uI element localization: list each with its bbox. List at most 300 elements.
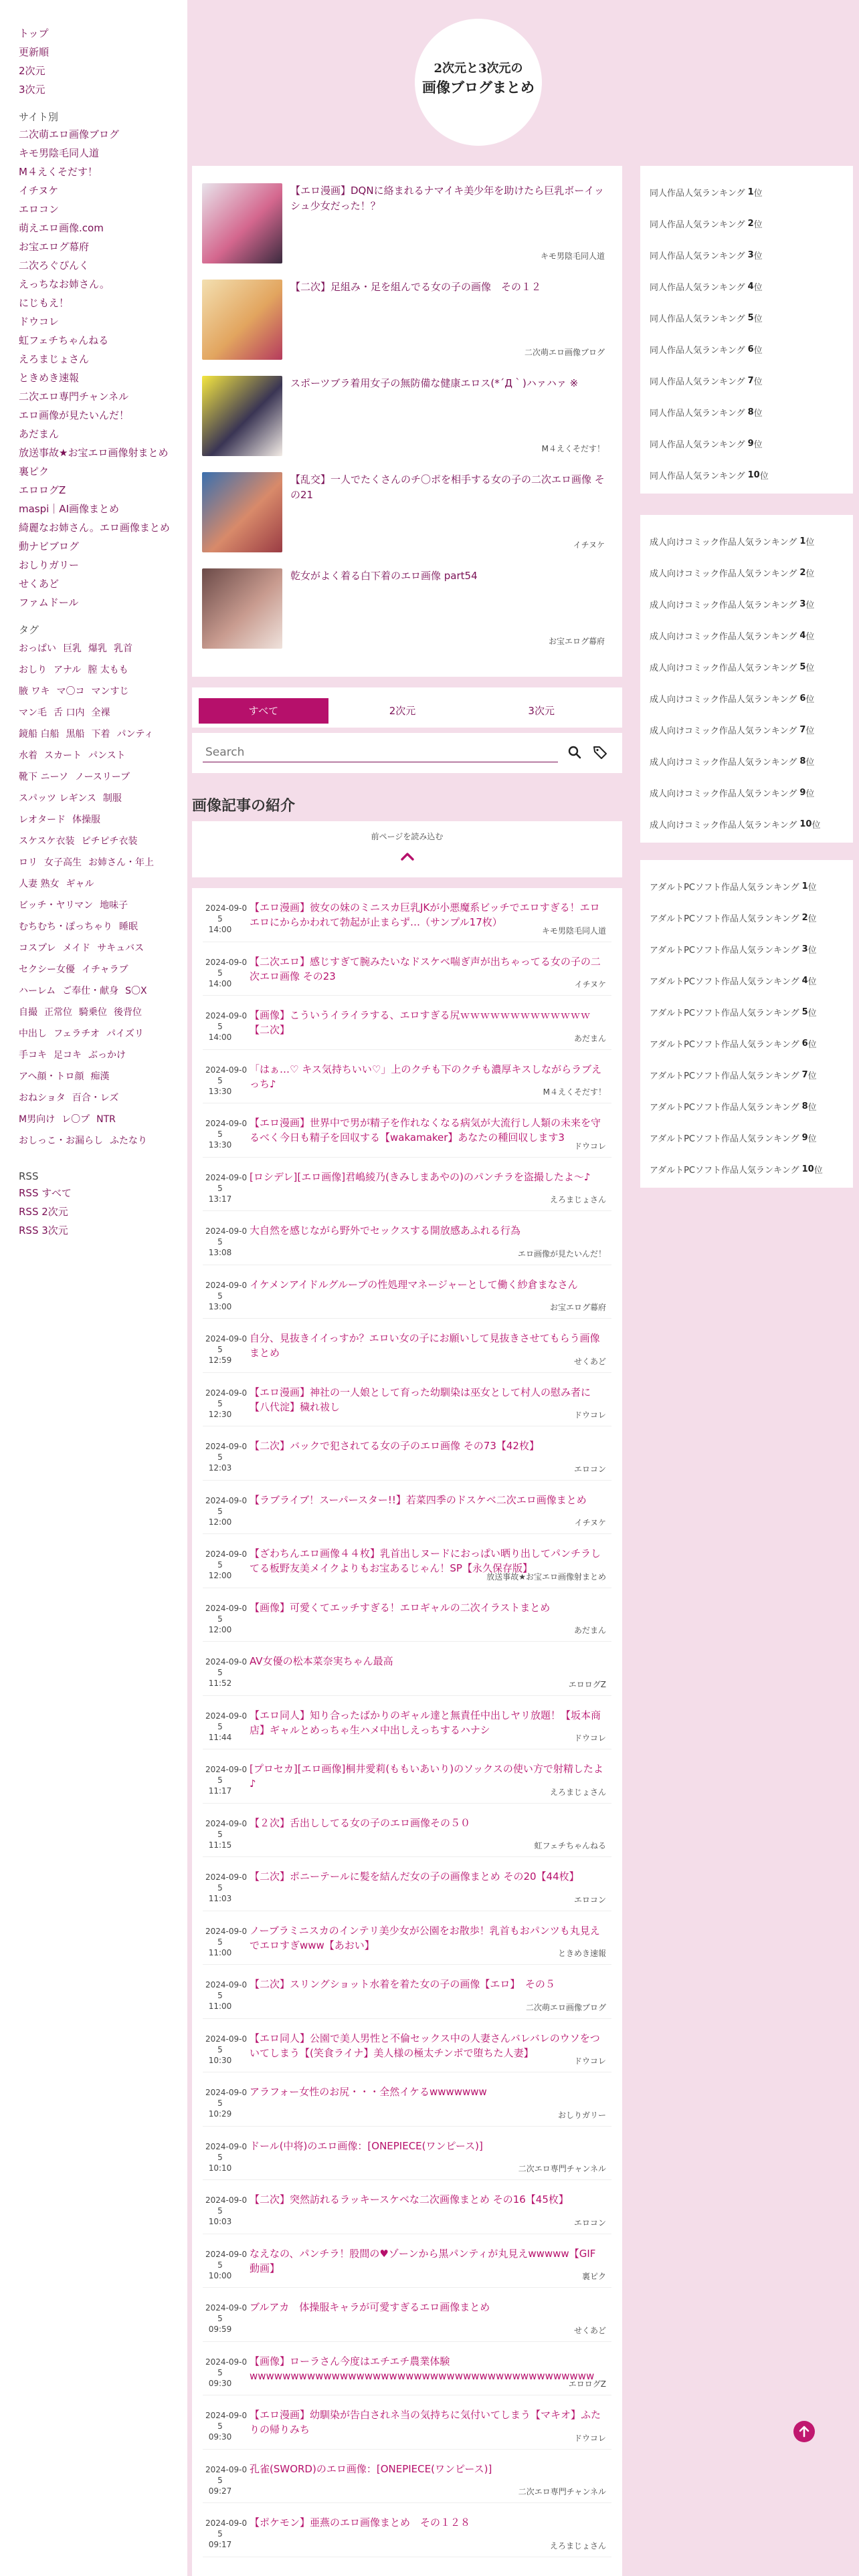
ranking-suffix: 位 [753, 346, 763, 356]
tag-link[interactable]: イチャラブ [82, 964, 128, 975]
ranking-item[interactable] [650, 1059, 844, 1091]
sidebar-site-link[interactable]: イチヌケ [19, 185, 59, 197]
ranking-item[interactable] [650, 557, 844, 588]
sidebar-link[interactable]: トップ [19, 27, 49, 39]
entry-date-day: 5 [217, 1506, 223, 1516]
featured-thumbnail[interactable] [202, 183, 282, 263]
ranking-item[interactable] [650, 965, 844, 996]
entry-title[interactable]: [プロセカ][エロ画像]桐井愛莉(ももいあいり)のソックスの使い方で射精したよ♪ [250, 1763, 603, 1790]
tag-link[interactable]: 足コキ [54, 1050, 82, 1061]
ranking-suffix: 位 [753, 189, 763, 199]
sidebar-link[interactable]: 3次元 [19, 84, 45, 96]
list-item[interactable] [203, 1050, 611, 1104]
sidebar-site-link[interactable]: 放送事故★お宝エロ画像射まとめ [19, 447, 169, 459]
sidebar-site-link[interactable]: にじもえ！ [19, 297, 70, 309]
entry-title[interactable]: 【２次】舌出ししてる女の子のエロ画像その５０ [250, 1816, 471, 1829]
entry-title[interactable]: 【エロ漫画】幼馴染が告白されネ当の気持ちに気付いてしまう【マキオ】ふたりの帰りみち [250, 2409, 601, 2436]
entry-source[interactable]: えろまじょさん [549, 2541, 606, 2551]
tag-link[interactable]: 正常位 [44, 1007, 72, 1018]
ranking-label: 成人向けコミック作品人気ランキング [650, 758, 797, 768]
entry-date-prefix: 2024-09-0 [205, 2141, 248, 2151]
list-item[interactable] [203, 996, 611, 1050]
entry-title[interactable]: 【エロ漫画】世界中で男が精子を作れなくなる病気が大流行し人類の未来を守るべく今日も精子を回収する【wakamaker】あなたの種回収します3 [250, 1117, 601, 1144]
entry-date-day: 5 [217, 2206, 223, 2216]
entry-source[interactable]: おしりガリー [557, 2110, 606, 2120]
entry-source[interactable]: ドウコレ [573, 1410, 606, 1420]
tag-link[interactable]: 騎乗位 [79, 1007, 107, 1018]
entry-title[interactable]: 【エロ同人】公園で美人男性と不倫セックス中の人妻さんバレバレのウソをついてしまう【(笑食ライナ】美人様の極太チンポで堕ちた人妻】 [250, 2032, 600, 2059]
ranking-item[interactable] [650, 302, 844, 334]
ranking-item[interactable] [650, 271, 844, 302]
list-item[interactable] [203, 2019, 611, 2073]
tag-link[interactable]: 手コキ [19, 1050, 47, 1061]
featured-thumbnail[interactable] [202, 280, 282, 360]
ranking-item[interactable] [650, 871, 844, 902]
tag-link[interactable]: ピチピチ衣装 [81, 836, 138, 847]
ranking-label: アダルトPCソフト作品人気ランキング [650, 1103, 799, 1113]
entry-source[interactable]: エロコン [573, 1895, 606, 1905]
tag-link[interactable]: 腋 ワキ [19, 686, 50, 697]
list-item[interactable] [203, 1696, 611, 1750]
tag-link[interactable]: お姉さん・年上 [88, 857, 154, 868]
entry-source[interactable]: 二次エロ専門チャンネル [518, 2164, 606, 2173]
entry-source[interactable]: イチヌケ [574, 1518, 606, 1527]
tag-link[interactable]: 中出し [19, 1029, 47, 1039]
entry-title[interactable]: 【ポケモン】亜燕のエロ画像まとめ その１２８ [250, 2516, 471, 2529]
tag-row [19, 724, 187, 745]
tag-link[interactable]: NTR [96, 1114, 116, 1125]
entry-source[interactable]: ドウコレ [573, 1141, 606, 1151]
featured-thumbnail[interactable] [202, 472, 282, 552]
featured-item[interactable] [202, 568, 609, 665]
tab-all[interactable]: すべて [199, 698, 328, 724]
tag-link[interactable]: おっぱい [19, 643, 56, 654]
tag-link[interactable]: パイズリ [106, 1029, 144, 1039]
entry-source[interactable]: エロ画像が見たいんだ！ [517, 1249, 606, 1259]
sidebar-site-link[interactable]: 動ナビブログ [19, 540, 80, 552]
tag-link[interactable]: レ〇プ [62, 1114, 90, 1125]
entry-date-prefix: 2024-09-0 [205, 1388, 248, 1398]
entry-title[interactable]: 【エロ同人】知り合ったばかりのギャル達と無責任中出しヤリ放題！【坂本商店】ギャルとめっちゃ生ハメ中出しえっちするハナシ [250, 1709, 601, 1736]
tag-link[interactable]: 人妻 熟女 [19, 879, 60, 889]
entry-title[interactable]: [ロシデレ][エロ画像]君嶋綾乃(きみしまあやの)のパンチラを盗撮したよ〜♪ [250, 1170, 591, 1183]
ranking-item[interactable] [650, 526, 844, 557]
list-item[interactable] [203, 1534, 611, 1588]
list-item[interactable] [203, 1911, 611, 1965]
entry-source[interactable]: 裏ピク [581, 2272, 606, 2281]
featured-title[interactable]: 【二次】足組み・足を組んでる女の子の画像 その１２ [290, 281, 542, 293]
entry-source[interactable]: えろまじょさん [549, 1195, 606, 1204]
tag-link[interactable]: レオタード [19, 815, 66, 825]
list-item[interactable] [203, 1965, 611, 2019]
entry-date-prefix: 2024-09-0 [205, 1657, 248, 1667]
tag-link[interactable]: おねショタ [19, 1093, 66, 1103]
sidebar-site-link[interactable]: 二次ろぐぴんく [19, 259, 90, 272]
tag-link[interactable]: ハーレム [19, 986, 56, 996]
list-item[interactable] [203, 942, 611, 996]
ranking-suffix: 位 [805, 726, 815, 736]
tag-link[interactable]: 乳首 [114, 643, 132, 654]
featured-title[interactable]: 【エロ漫画】DQNに絡まれるナマイキ美少年を助けたら巨乳ボーイッシュ少女だった！？ [290, 185, 604, 212]
entry-source[interactable]: エロコン [573, 2218, 606, 2228]
entry-date-day: 5 [217, 1668, 223, 1677]
tag-link[interactable]: アヘ顔・トロ顔 [19, 1071, 84, 1082]
entry-date-prefix: 2024-09-0 [205, 1926, 248, 1936]
entry-source[interactable]: あだまん [573, 1033, 606, 1043]
sidebar-site-link[interactable]: 虹フェチちゃんねる [19, 334, 109, 346]
search-icon[interactable] [566, 744, 583, 761]
tag-link[interactable]: ロリ [19, 857, 37, 868]
tag-link[interactable]: 制服 [102, 793, 122, 804]
ranking-doujin [640, 166, 853, 494]
sidebar-link[interactable]: 2次元 [19, 65, 45, 77]
tag-link[interactable]: 全裸 [91, 708, 110, 718]
list-item[interactable] [203, 1588, 611, 1642]
tag-row [19, 681, 187, 702]
tag-link[interactable]: ふたなり [110, 1136, 147, 1146]
tag-link[interactable]: 爆乳 [88, 643, 107, 654]
tag-link[interactable]: 後背位 [114, 1007, 142, 1018]
entry-title[interactable]: 大自然を感じながら野外でセックスする開放感あふれる行為 [250, 1224, 520, 1237]
list-item[interactable] [203, 1211, 611, 1265]
entry-time: 11:00 [208, 2002, 232, 2011]
list-item[interactable] [203, 1481, 611, 1535]
ranking-item[interactable] [650, 746, 844, 777]
featured-title[interactable]: 【乱交】一人でたくさんのチ〇ポを相手する女の子の二次エロ画像 その21 [290, 473, 605, 501]
ranking-suffix: 位 [807, 946, 817, 956]
entry-source[interactable]: ドウコレ [573, 2433, 606, 2443]
list-item[interactable] [203, 1158, 611, 1212]
entry-date-prefix: 2024-09-0 [205, 1980, 248, 1990]
tag-link[interactable]: ビッチ・ヤリマン [19, 900, 94, 911]
tag-link[interactable]: 下着 [91, 729, 110, 740]
ranking-item[interactable] [650, 459, 844, 491]
ranking-item[interactable] [650, 934, 844, 965]
entry-title[interactable]: イケメンアイドルグループの性処理マネージャーとして働く紗倉まなさん [250, 1278, 578, 1291]
entry-title[interactable]: 【画像】こういうイライラする、エロすぎる尻ｗｗｗｗｗｗｗｗｗｗｗｗｗ 【二次】 [250, 1009, 591, 1036]
entry-title[interactable]: ドール(中将)のエロ画像：[ONEPIECE(ワンピース)] [250, 2139, 483, 2152]
entry-source[interactable]: M４えくそだす！ [543, 1087, 606, 1097]
ranking-item[interactable] [650, 1122, 844, 1154]
search-input[interactable] [203, 742, 558, 762]
ranking-item[interactable] [650, 588, 844, 620]
entry-time: 14:00 [208, 1033, 232, 1042]
list-item[interactable] [203, 2503, 611, 2557]
entry-source[interactable]: ときめき速報 [557, 1949, 606, 1958]
ranking-item[interactable] [650, 714, 844, 746]
entry-source[interactable]: キモ男陰毛同人道 [541, 926, 606, 936]
entry-title[interactable]: 【画像】可愛くてエッチすぎる！エロギャルの二次イラストまとめ [250, 1601, 551, 1614]
entry-source[interactable]: エロログZ [568, 2379, 606, 2389]
entry-time: 11:00 [208, 1947, 232, 1957]
entry-title[interactable]: 孔雀(SWORD)のエロ画像：[ONEPIECE(ワンピース)] [250, 2462, 492, 2475]
filter-tabs [192, 687, 622, 728]
ranking-label: 同人作品人気ランキング [650, 189, 745, 199]
entry-title[interactable]: 「はぁ…♡ キス気持ちいい♡」上のクチも下のクチも濃厚キスしながらラブえっち♪ [250, 1063, 602, 1090]
entry-source[interactable]: せくあど [573, 1356, 606, 1366]
entry-title[interactable]: 【ラブライブ！スーパースター!!】若菜四季のドスケベ二次エロ画像まとめ [250, 1493, 587, 1506]
ranking-item[interactable] [650, 1028, 844, 1059]
featured-item[interactable] [202, 472, 609, 568]
sidebar-site-link[interactable]: 裏ピク [19, 465, 50, 477]
entry-title[interactable]: 【画像】ローラさん今度はエチエチ農業体験wwwwwwwwwwwwwwwwwwwwwwwwwwwwwwwwwwwwwwwwww [250, 2355, 595, 2382]
sidebar-site-link[interactable]: maspi｜AI画像まとめ [19, 503, 119, 515]
tag-link[interactable]: サキュバス [97, 943, 145, 954]
ranking-item[interactable] [650, 239, 844, 271]
ranking-number: 1 [801, 881, 808, 891]
entry-title[interactable]: なえなの、パンチラ！股間の♥ゾーンから黒パンティが丸見えwwwww【GIF動画】 [250, 2247, 596, 2274]
entry-source[interactable]: 虹フェチちゃんねる [534, 1841, 606, 1850]
list-item[interactable] [203, 2395, 611, 2450]
featured-thumbnail[interactable] [202, 376, 282, 456]
tag-link[interactable]: 黒船 [66, 729, 85, 740]
featured-thumbnail[interactable] [202, 568, 282, 649]
ranking-number: 2 [801, 913, 808, 923]
entry-title[interactable]: ノーブラミニスカのインテリ美少女が公園をお散歩！乳首もおパンツも丸見えでエロすぎwww【あおい】 [250, 1924, 600, 1951]
list-item[interactable] [203, 1642, 611, 1696]
tag-link[interactable]: ギャル [66, 879, 94, 889]
featured-item[interactable] [202, 183, 609, 280]
tag-link[interactable]: 自撮 [19, 1007, 37, 1018]
ranking-number: 3 [747, 250, 754, 260]
entry-date-day: 5 [217, 1130, 223, 1139]
entry-title[interactable]: 【二次】突然訪れるラッキースケベな二次画像まとめ その16【45枚】 [250, 2193, 569, 2206]
tag-link[interactable]: スカート [44, 750, 82, 761]
ranking-item[interactable] [650, 809, 844, 840]
sidebar-site-link[interactable]: えっちなお姉さん。 [19, 278, 110, 290]
entry-date-prefix: 2024-09-0 [205, 2249, 248, 2259]
entry-date-prefix: 2024-09-0 [205, 1280, 248, 1290]
sidebar-site-link[interactable]: せくあど [19, 578, 60, 590]
list-item[interactable] [203, 1265, 611, 1319]
tag-link[interactable]: 膣 太もも [88, 665, 128, 675]
ranking-item[interactable] [650, 996, 844, 1028]
entry-title[interactable]: AV女優の松本菜奈実ちゃん最高 [250, 1655, 393, 1667]
ranking-label: 成人向けコミック作品人気ランキング [650, 663, 797, 673]
entry-title[interactable]: 【二次】スリングショット水着を着た女の子の画像【エロ】 その５ [250, 1978, 555, 1990]
entry-date-prefix: 2024-09-0 [205, 1549, 248, 1559]
ranking-item[interactable] [650, 683, 844, 714]
list-item[interactable] [203, 1103, 611, 1158]
featured-source[interactable]: M４えくそだす！ [541, 444, 605, 453]
tag-link[interactable]: ぶっかけ [88, 1050, 126, 1061]
featured-source[interactable]: キモ男陰毛同人道 [540, 251, 605, 261]
tag-row [19, 895, 187, 916]
ranking-item[interactable] [650, 334, 844, 365]
sidebar-site-link[interactable]: おしりガリー [19, 559, 80, 571]
tag-link[interactable]: アナル [54, 665, 82, 675]
tag-link[interactable]: 舌 口内 [54, 708, 85, 718]
list-item[interactable] [203, 888, 611, 942]
tag-row [19, 809, 187, 831]
sidebar-site-link[interactable]: ときめき速報 [19, 372, 80, 384]
entry-title[interactable]: ブルアカ 体操服キャラが可愛すぎるエロ画像まとめ [250, 2301, 490, 2313]
entry-title[interactable]: 自分、見抜きイイっすか？エロい女の子にお願いして見抜きさせてもらう画像まとめ [250, 1332, 600, 1359]
entry-source[interactable]: ドウコレ [573, 2056, 606, 2066]
list-item[interactable] [203, 1426, 611, 1481]
tag-link[interactable]: マ〇コ [56, 686, 85, 697]
ranking-item[interactable] [650, 208, 844, 239]
list-item[interactable] [203, 2072, 611, 2127]
rss-link[interactable]: RSS 3次元 [19, 1224, 68, 1237]
entry-title[interactable]: アラフォー女性のお尻・・・全然イケるwwwwwww [250, 2086, 487, 2098]
entry-source[interactable]: イチヌケ [574, 980, 606, 989]
tab-2d[interactable]: 2次元 [389, 705, 416, 717]
ranking-number: 6 [747, 344, 754, 354]
sidebar-site-link[interactable]: エロ画像が見たいんだ！ [19, 409, 130, 421]
rss-link[interactable]: RSS すべて [19, 1187, 72, 1199]
entry-time: 12:00 [208, 1571, 232, 1580]
tag-link[interactable]: 鏡船 白船 [19, 729, 60, 740]
featured-item[interactable] [202, 280, 609, 376]
tag-link[interactable]: スケスケ衣装 [19, 836, 75, 847]
entry-source[interactable]: お宝エログ幕府 [549, 1303, 606, 1312]
ranking-item[interactable] [650, 397, 844, 428]
entry-date-prefix: 2024-09-0 [205, 2088, 248, 2097]
featured-title[interactable]: 乾女がよく着る白下着のエロ画像 part54 [290, 570, 478, 582]
ranking-item[interactable] [650, 428, 844, 459]
tag-link[interactable]: おしり [19, 665, 47, 675]
ranking-item[interactable] [650, 365, 844, 397]
tag-row [19, 1130, 187, 1152]
tag-link[interactable]: S〇X [125, 986, 147, 996]
ranking-item[interactable] [650, 1154, 844, 1185]
list-item[interactable] [203, 1804, 611, 1858]
ranking-label: 成人向けコミック作品人気ランキング [650, 601, 797, 611]
tag-link[interactable]: 地味子 [100, 900, 128, 911]
entry-title[interactable]: 【ざわちんエロ画像４４枚】乳首出しヌードにおっぱい晒り出してパンチラしてる板野友美メイクよりもお宝あるじゃん！SP【永久保存版】 [250, 1547, 601, 1574]
entry-title[interactable]: 【二次エロ】感じすぎて腕みたいなドスケベ喘ぎ声が出ちゃってる女の子の二次エロ画像 その23 [250, 955, 601, 982]
tag-link[interactable]: マン毛 [19, 708, 47, 718]
entry-source[interactable]: せくあど [573, 2325, 606, 2335]
tag-row [19, 938, 187, 959]
tag-link[interactable]: マンすじ [91, 686, 129, 697]
tag-row [19, 638, 187, 659]
list-item[interactable] [203, 2234, 611, 2288]
sidebar-site-link[interactable]: 二次萌エロ画像ブログ [19, 128, 120, 140]
entry-title[interactable]: 【エロ漫画】神社の一人娘として育った幼馴染は巫女として村人の慰み者に【八代淀】穢れ祓し [250, 1386, 591, 1413]
back-to-top-button[interactable] [793, 2421, 815, 2442]
sidebar-link[interactable]: 更新順 [19, 46, 50, 58]
tag-link[interactable]: 痴漢 [90, 1071, 110, 1082]
tag-link[interactable]: ノースリーブ [74, 772, 130, 782]
tag-link[interactable]: 靴下 ニーソ [19, 772, 68, 782]
sidebar-site-link[interactable]: キモ男陰毛同人道 [19, 147, 100, 159]
sidebar-site-link[interactable]: ドウコレ [19, 316, 60, 328]
entry-source[interactable]: 放送事故★お宝エロ画像射まとめ [486, 1572, 606, 1582]
list-item[interactable] [203, 1857, 611, 1911]
sidebar-site-link[interactable]: お宝エログ幕府 [19, 241, 90, 253]
tab-3d[interactable]: 3次元 [528, 705, 555, 717]
sidebar-site-link[interactable]: ファムドール [19, 597, 79, 609]
sidebar-site-link[interactable]: あだまん [19, 428, 60, 440]
featured-item[interactable] [202, 376, 609, 472]
ranking-label: アダルトPCソフト作品人気ランキング [650, 1166, 799, 1176]
entry-title[interactable]: 【二次】バックで犯されてる女の子のエロ画像 その73【42枚】 [250, 1440, 539, 1452]
tag-link[interactable]: 百合・レズ [72, 1093, 119, 1103]
ranking-number: 7 [799, 725, 806, 735]
ranking-suffix: 位 [753, 409, 763, 419]
list-item[interactable] [203, 2127, 611, 2181]
site-links [19, 125, 187, 612]
ranking-item[interactable] [650, 620, 844, 651]
tag-link[interactable]: 睡眠 [119, 922, 138, 932]
entry-time: 11:44 [208, 1732, 232, 1742]
entry-source[interactable]: あだまん [573, 1626, 606, 1635]
tag-link[interactable]: スパッツ レギンス [19, 793, 96, 804]
tags-heading: タグ [19, 624, 39, 636]
list-item[interactable] [203, 1319, 611, 1373]
sidebar-site-link[interactable]: 二次エロ専門チャンネル [19, 391, 129, 403]
featured-source[interactable]: 二次萌エロ画像ブログ [524, 348, 605, 357]
tag-link[interactable]: コスプレ [19, 943, 56, 954]
entry-source[interactable]: 二次萌エロ画像ブログ [525, 2002, 606, 2012]
rss-link[interactable]: RSS 2次元 [19, 1206, 68, 1218]
list-item[interactable] [203, 1749, 611, 1804]
ranking-item[interactable] [650, 177, 844, 208]
tag-link[interactable]: おしっこ・お漏らし [19, 1136, 103, 1146]
ranking-number: 3 [799, 599, 806, 609]
tag-link[interactable]: パンティ [116, 729, 154, 740]
list-item[interactable] [203, 2450, 611, 2504]
sidebar-site-link[interactable]: 綺麗なお姉さん。エロ画像まとめ [19, 522, 170, 534]
tag-link[interactable]: 水着 [19, 750, 37, 761]
tag-link[interactable]: むちむち・ぽっちゃり [19, 922, 112, 932]
tag-link[interactable]: パンスト [88, 750, 126, 761]
tag-link[interactable]: 女子高生 [44, 857, 82, 868]
site-logo[interactable] [415, 19, 542, 146]
sidebar-site-link[interactable]: M４えくそだす！ [19, 166, 98, 178]
tag-link[interactable]: メイド [62, 943, 91, 954]
sidebar-site-link[interactable]: エロログZ [19, 484, 66, 496]
list-item[interactable] [203, 2180, 611, 2234]
entry-source[interactable]: えろまじょさん [549, 1787, 606, 1797]
entry-title[interactable]: 【二次】ポニーテールに髪を結んだ女の子の画像まとめ その20【44枚】 [250, 1870, 579, 1883]
ranking-item[interactable] [650, 651, 844, 683]
ranking-item[interactable] [650, 902, 844, 934]
entry-date-day: 5 [217, 1345, 223, 1354]
tag-link[interactable]: M男向け [19, 1114, 56, 1125]
entry-source[interactable]: 二次エロ専門チャンネル [518, 2487, 606, 2496]
tag-link[interactable]: 巨乳 [63, 643, 82, 654]
list-item[interactable] [203, 2288, 611, 2342]
sidebar-site-link[interactable]: エロコン [19, 203, 60, 215]
list-item[interactable] [203, 1373, 611, 1427]
entry-source[interactable]: ドウコレ [573, 1733, 606, 1743]
entry-source[interactable]: エロコン [573, 1464, 606, 1474]
entry-time: 09:59 [208, 2325, 232, 2334]
featured-source[interactable]: お宝エログ幕府 [548, 637, 605, 646]
tag-link[interactable]: 体操服 [72, 815, 100, 825]
entry-time: 12:30 [208, 1409, 232, 1419]
sidebar-site-link[interactable]: 萌えエロ画像.com [19, 222, 104, 234]
ranking-item[interactable] [650, 1091, 844, 1122]
load-previous-button[interactable] [192, 821, 622, 877]
ranking-item[interactable] [650, 777, 844, 809]
tag-link[interactable]: フェラチオ [54, 1029, 100, 1039]
ranking-suffix: 位 [805, 663, 815, 673]
list-item[interactable] [203, 2342, 611, 2396]
ranking-label: 同人作品人気ランキング [650, 251, 745, 261]
featured-title[interactable]: スポーツブラ着用女子の無防備な健康エロス(*´Д｀)ハァハァ ※ [290, 377, 579, 389]
tag-link[interactable]: セクシー女優 [19, 964, 75, 975]
featured-source[interactable]: イチヌケ [573, 540, 605, 550]
sidebar-site-link[interactable]: えろまじょさん [19, 353, 90, 365]
tag-link[interactable]: ご奉仕・献身 [62, 986, 119, 996]
tag-icon[interactable] [591, 744, 609, 761]
entry-title[interactable]: 【エロ漫画】彼女の妹のミニスカ巨乳JKが小悪魔系ビッチでエロすぎる！エロエロにからかわれて勃起が止まらず…（サンプル17枚） [250, 901, 600, 928]
entry-source[interactable]: エロログZ [568, 1679, 606, 1689]
